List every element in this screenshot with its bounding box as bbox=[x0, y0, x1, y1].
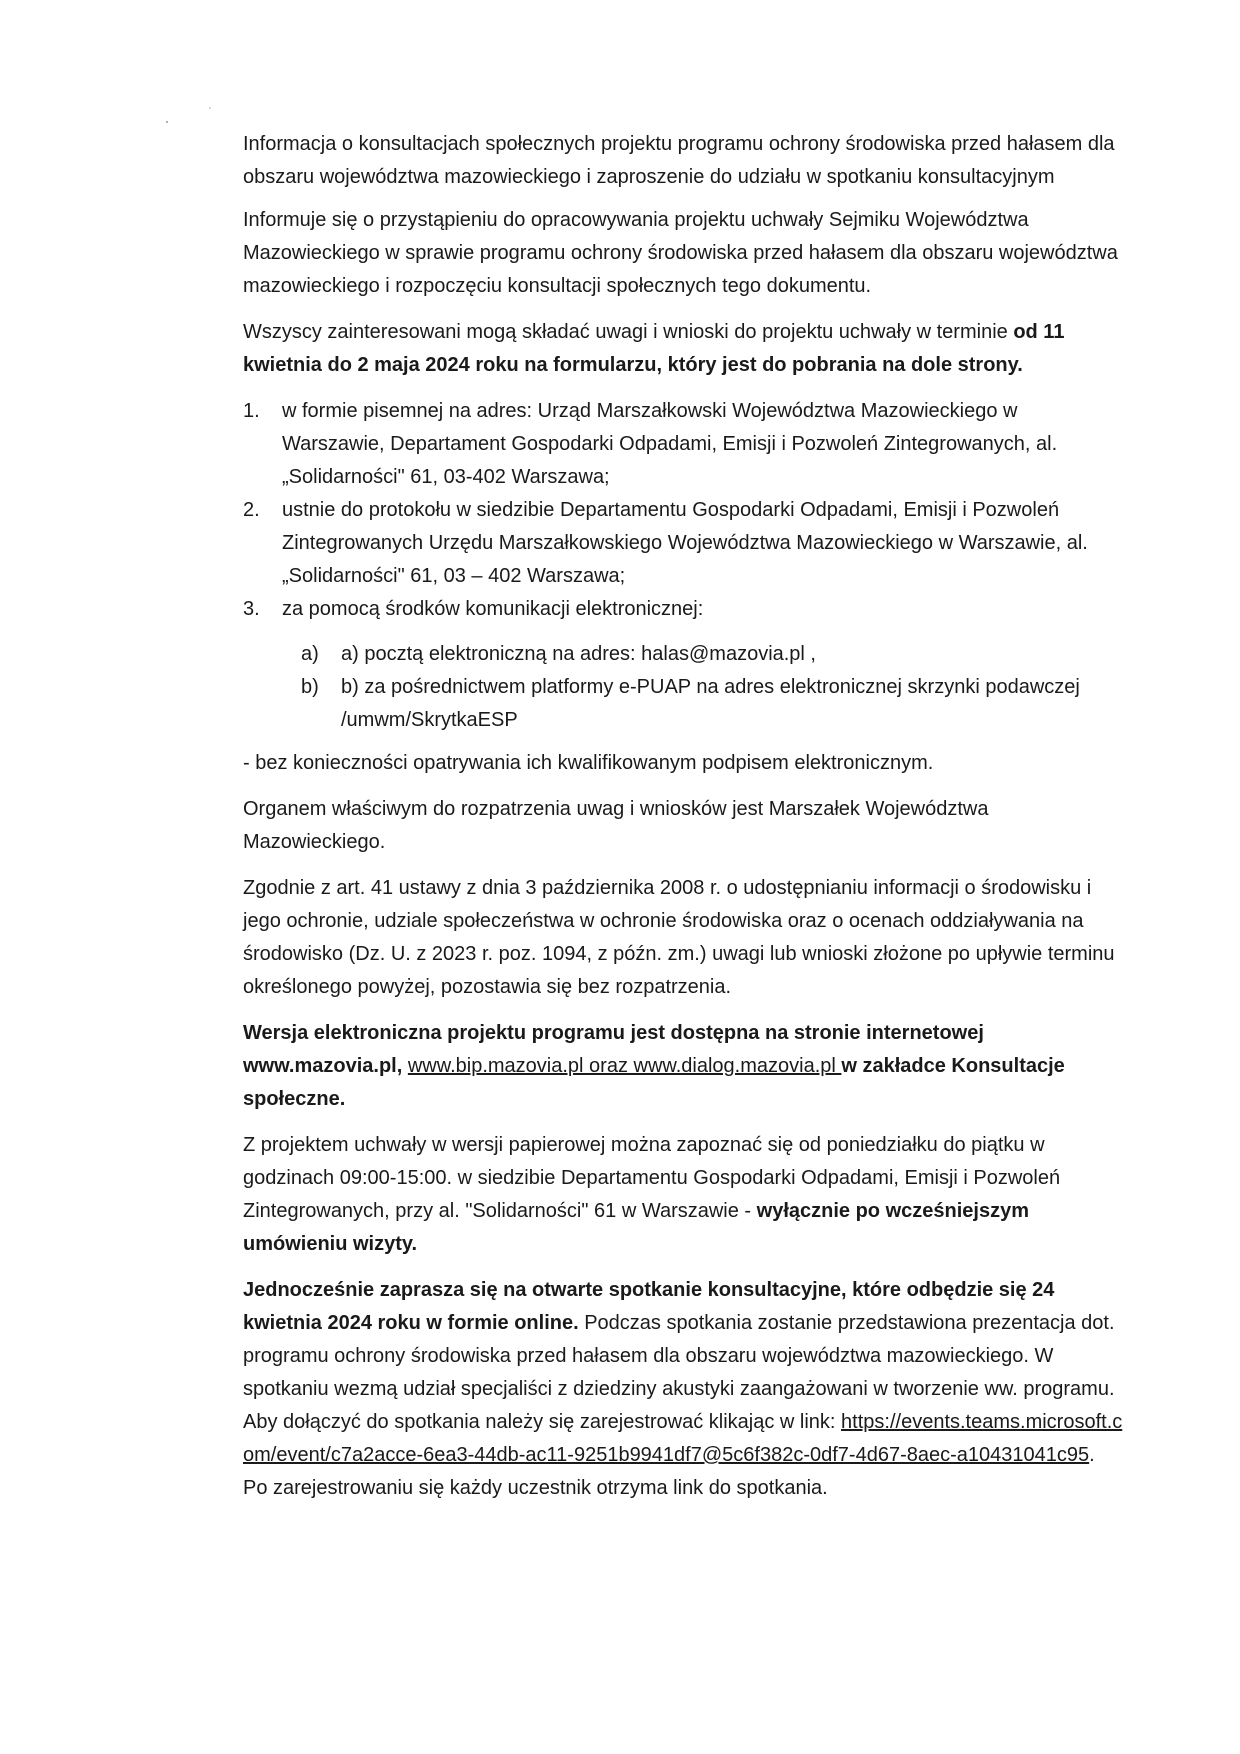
list-letter: a) bbox=[301, 643, 319, 665]
list-item bbox=[243, 494, 1123, 593]
paper-version-paragraph bbox=[243, 1129, 1123, 1261]
list-item-text: w formie pisemnej na adres: Urząd Marszałkowski Województwa Mazowieckiego w Warszawie, Departament Gospodarki Odpadami, Emisji i Pozwoleń Zintegrowanych, al. „Solidarności" 61, 03-402 Warszawa; bbox=[282, 400, 1058, 488]
scan-speck bbox=[209, 107, 211, 109]
electronic-version-text: Wersja elektroniczna projektu programu jest dostępna na stronie internetowej www.mazovia.pl, bbox=[243, 1022, 984, 1077]
registration-link[interactable]: https://events.teams.microsoft.com/event/c7a2acce-6ea3-44db-ac11-9251b9941df7@5c6f382c-0df7-4d67-8aec-a10431041c95 bbox=[243, 1411, 1123, 1466]
list-item-text: ustnie do protokołu w siedzibie Departamentu Gospodarki Odpadami, Emisji i Pozwoleń Zintegrowanych Urzędu Marszałkowskiego Województwa Mazowieckiego w Warszawie, al. „Solidarności" 61, 03 – 402 Warszawa; bbox=[282, 499, 1088, 587]
list-number: 1. bbox=[243, 400, 260, 422]
electronic-methods-list bbox=[243, 638, 1123, 737]
electronic-version-paragraph bbox=[243, 1017, 1123, 1116]
submission-methods-list bbox=[243, 395, 1123, 626]
list-item-text: b) za pośrednictwem platformy e-PUAP na adres elektronicznej skrzynki podawczej /umwm/SkrytkaESP bbox=[341, 676, 1080, 731]
paper-version-text: Z projektem uchwały w wersji papierowej można zapoznać się od poniedziałku do piątku w godzinach 09:00-15:00. w siedzibie Departamentu Gospodarki Odpadami, Emisji i Pozwoleń Zintegrowanych, przy al. "Solidarności" 61 w Warszawie - bbox=[243, 1134, 1061, 1222]
list-item-text: a) pocztą elektroniczną na adres: halas@mazovia.pl , bbox=[341, 643, 816, 665]
appointment-note: wyłącznie po wcześniejszym umówieniu wizyty. bbox=[243, 1200, 1029, 1255]
submission-deadline: od 11 kwietnia do 2 maja 2024 roku na formularzu, który jest do pobrania na dole strony. bbox=[243, 321, 1065, 376]
submission-paragraph bbox=[243, 316, 1123, 382]
meeting-paragraph bbox=[243, 1274, 1123, 1505]
electronic-version-tab: w zakładce Konsultacje społeczne. bbox=[243, 1055, 1065, 1110]
intro-paragraph: Informuje się o przystąpieniu do opracowywania projektu uchwały Sejmiku Województwa Mazowieckiego w sprawie programu ochrony środowiska przed hałasem dla obszaru województwa mazowieckiego i rozpoczęciu konsultacji społecznych tego dokumentu. bbox=[243, 209, 1118, 297]
website-links[interactable]: www.bip.mazovia.pl oraz www.dialog.mazovia.pl bbox=[407, 1055, 842, 1077]
meeting-after-text: . Po zarejestrowaniu się każdy uczestnik otrzyma link do spotkania. bbox=[243, 1444, 1095, 1499]
list-number: 2. bbox=[243, 499, 260, 521]
list-item bbox=[243, 593, 1123, 626]
meeting-announcement: Jednocześnie zaprasza się na otwarte spotkanie konsultacyjne, które odbędzie się 24 kwietnia 2024 roku w formie online. bbox=[243, 1279, 1055, 1334]
list-number: 3. bbox=[243, 598, 260, 620]
no-signature-note: - bez konieczności opatrywania ich kwalifikowanym podpisem elektronicznym. bbox=[243, 752, 934, 774]
list-item bbox=[243, 671, 1123, 737]
document-body bbox=[243, 128, 1123, 1518]
authority-paragraph: Organem właściwym do rozpatrzenia uwag i wniosków jest Marszałek Województwa Mazowieckiego. bbox=[243, 798, 989, 853]
list-item-text: za pomocą środków komunikacji elektronicznej: bbox=[282, 598, 704, 620]
list-item bbox=[243, 395, 1123, 494]
submission-text: Wszyscy zainteresowani mogą składać uwagi i wnioski do projektu uchwały w terminie bbox=[243, 321, 1014, 343]
meeting-text: Podczas spotkania zostanie przedstawiona prezentacja dot. programu ochrony środowiska przed hałasem dla obszaru województwa mazowieckiego. W spotkaniu wezmą udział specjaliści z dziedziny akustyki zaangażowani w tworzenie ww. programu. Aby dołączyć do spotkania należy się zarejestrować klikając w link: bbox=[243, 1312, 1115, 1433]
legal-paragraph: Zgodnie z art. 41 ustawy z dnia 3 października 2008 r. o udostępnianiu informacji o środowisku i jego ochronie, udziale społeczeństwa w ochronie środowiska oraz o ocenach oddziaływania na środowisko (Dz. U. z 2023 r. poz. 1094, z późn. zm.) uwagi lub wnioski złożone po upływie terminu określonego powyżej, pozostawia się bez rozpatrzenia. bbox=[243, 877, 1115, 998]
list-item bbox=[243, 638, 1123, 671]
scan-speck bbox=[166, 121, 168, 123]
list-letter: b) bbox=[301, 676, 319, 698]
document-heading: Informacja o konsultacjach społecznych projektu programu ochrony środowiska przed hałasem dla obszaru województwa mazowieckiego i zaproszenie do udziału w spotkaniu konsultacyjnym bbox=[243, 133, 1115, 188]
